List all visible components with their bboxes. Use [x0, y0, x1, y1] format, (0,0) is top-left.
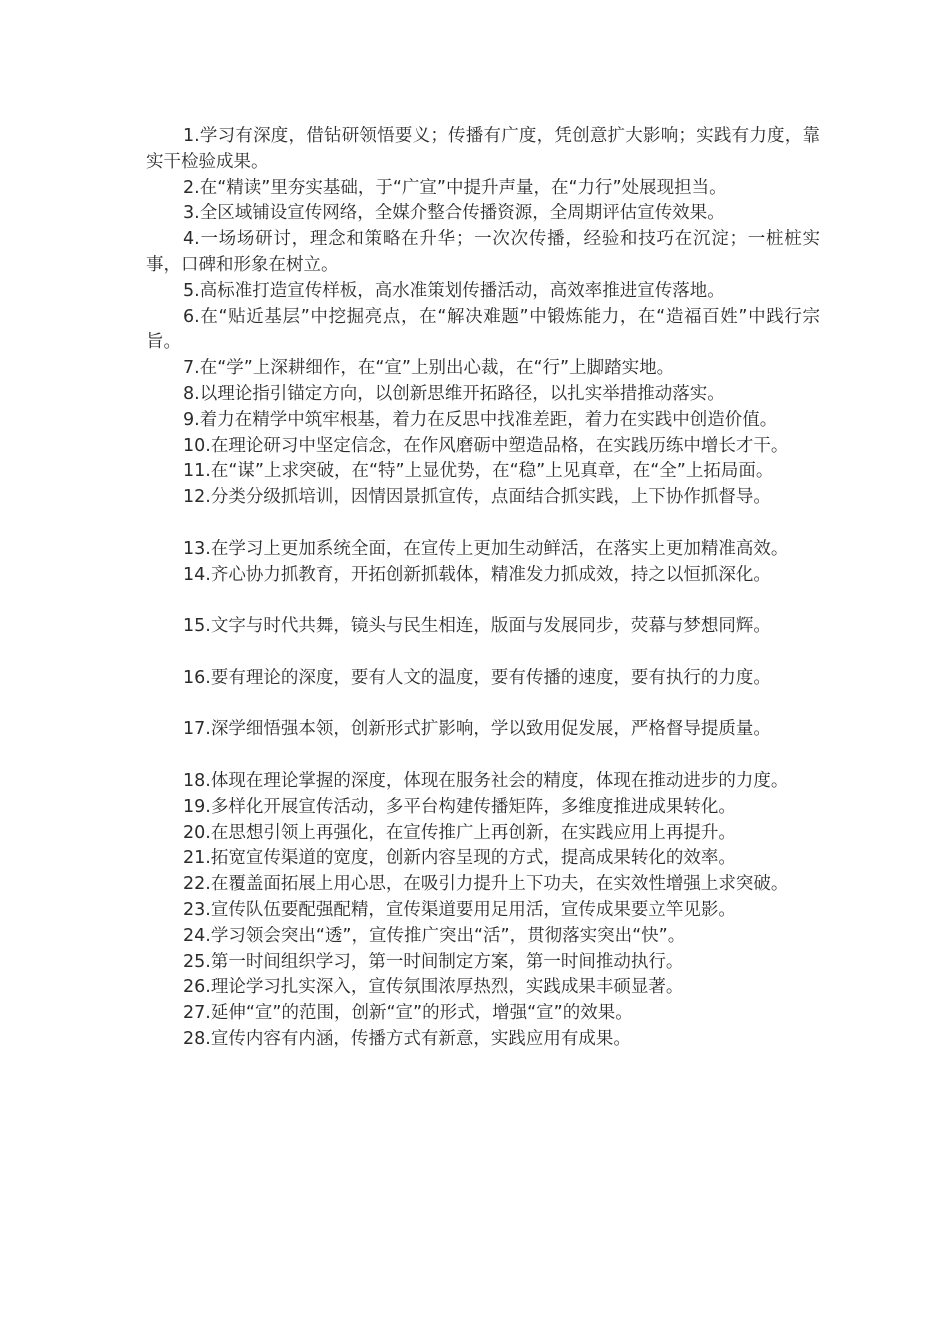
paragraph-14: 14.齐心协力抓教育，开拓创新抓载体，精准发力抓成效，持之以恒抓深化。 [183, 564, 771, 585]
paragraph-13: 13.在学习上更加系统全面，在宣传上更加生动鲜活，在落实上更加精准高效。 [183, 538, 789, 559]
paragraph-17: 17.深学细悟强本领，创新形式扩影响，学以致用促发展，严格督导提质量。 [183, 719, 771, 740]
paragraph-21: 21.拓宽宣传渠道的宽度，创新内容呈现的方式，提高成果转化的效率。 [183, 848, 736, 869]
paragraph-24: 24.学习领会突出“透”，宣传推广突出“活”，贯彻落实突出“快”。 [183, 925, 686, 946]
paragraph-15: 15.文字与时代共舞，镜头与民生相连，版面与发展同步，荧幕与梦想同辉。 [183, 616, 771, 637]
paragraph-6: 6.在“贴近基层”中挖掘亮点，在“解决难题”中锻炼能力，在“造福百姓”中践行宗旨。 [146, 306, 820, 353]
paragraph-2: 2.在“精读”里夯实基础，于“广宣”中提升声量，在“力行”处展现担当。 [183, 177, 727, 198]
paragraph-26: 26.理论学习扎实深入，宣传氛围浓厚热烈，实践成果丰硕显著。 [183, 977, 684, 998]
paragraph-25: 25.第一时间组织学习，第一时间制定方案，第一时间推动执行。 [183, 951, 684, 972]
paragraph-5: 5.高标准打造宣传样板，高水准策划传播活动，高效率推进宣传落地。 [183, 280, 725, 301]
paragraph-4: 4.一场场研讨，理念和策略在升华；一次次传播，经验和技巧在沉淀；一桩桩实事，口碑和形象在树立。 [146, 229, 820, 275]
paragraph-22: 22.在覆盖面拓展上用心思，在吸引力提升上下功夫，在实效性增强上求突破。 [183, 874, 789, 895]
paragraph-10: 10.在理论研习中坚定信念，在作风磨砺中塑造品格，在实践历练中增长才干。 [183, 435, 789, 456]
paragraph-18: 18.体现在理论掌握的深度，体现在服务社会的精度，体现在推动进步的力度。 [183, 770, 789, 791]
paragraph-7: 7.在“学”上深耕细作，在“宣”上别出心裁，在“行”上脚踏实地。 [183, 358, 675, 379]
paragraph-9: 9.着力在精学中筑牢根基，着力在反思中找准差距，着力在实践中创造价值。 [183, 409, 778, 430]
paragraph-11: 11.在“谋”上求突破，在“特”上显优势，在“稳”上见真章，在“全”上拓局面。 [183, 461, 774, 482]
paragraph-12: 12.分类分级抓培训，因情因景抓宣传，点面结合抓实践，上下协作抓督导。 [183, 487, 771, 508]
paragraph-19: 19.多样化开展宣传活动，多平台构建传播矩阵，多维度推进成果转化。 [183, 796, 736, 817]
document-body [146, 124, 820, 1053]
paragraph-1: 1.学习有深度，借钻研领悟要义；传播有广度，凭创意扩大影响；实践有力度，靠实干检验成果。 [146, 126, 820, 172]
paragraph-28: 28.宣传内容有内涵，传播方式有新意，实践应用有成果。 [183, 1028, 631, 1049]
paragraph-3: 3.全区域铺设宣传网络，全媒介整合传播资源，全周期评估宣传效果。 [183, 203, 725, 224]
paragraph-20: 20.在思想引领上再强化，在宣传推广上再创新，在实践应用上再提升。 [183, 822, 736, 843]
paragraph-16: 16.要有理论的深度，要有人文的温度，要有传播的速度，要有执行的力度。 [183, 667, 771, 688]
paragraph-23: 23.宣传队伍要配强配精，宣传渠道要用足用活，宣传成果要立竿见影。 [183, 899, 736, 920]
paragraph-27: 27.延伸“宣”的范围，创新“宣”的形式，增强“宣”的效果。 [183, 1003, 633, 1024]
paragraph-8: 8.以理论指引锚定方向，以创新思维开拓路径，以扎实举措推动落实。 [183, 383, 725, 404]
